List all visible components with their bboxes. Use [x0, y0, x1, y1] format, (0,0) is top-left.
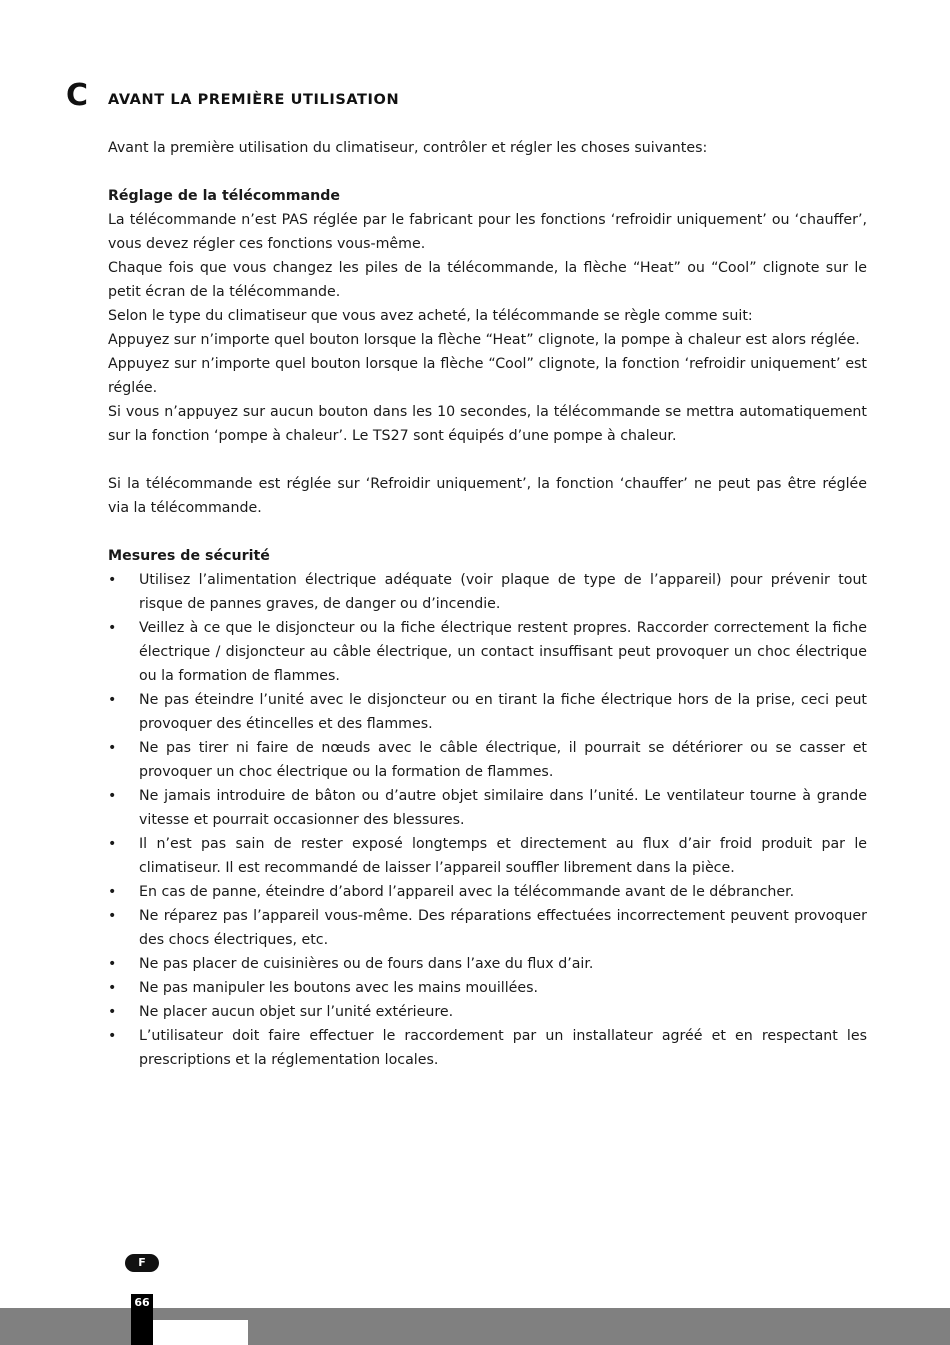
remote-paragraph: Si vous n’appuyez sur aucun bouton dans les 10 secondes, la télécommande se mettra automatiquement sur la fonction ‘pompe à chaleur’. Le TS27 sont équipés d’une pompe à chaleur.	[108, 404, 867, 444]
bullet-icon: •	[108, 788, 117, 804]
footer-strip	[153, 1320, 248, 1345]
list-item-text: Ne pas éteindre l’unité avec le disjoncteur ou en tirant la fiche électrique hors de la prise, ceci peut provoquer des étincelles et des flammes.	[139, 692, 867, 732]
remote-paragraph: Selon le type du climatiseur que vous avez acheté, la télécommande se règle comme suit:	[108, 308, 753, 324]
language-badge: F	[125, 1254, 159, 1272]
intro-paragraph: Avant la première utilisation du climatiseur, contrôler et régler les choses suivantes:	[108, 140, 708, 156]
bullet-icon: •	[108, 620, 117, 636]
list-item	[108, 880, 867, 904]
remote-paragraph: Appuyez sur n’importe quel bouton lorsque la flèche “Cool” clignote, la fonction ‘refroidir uniquement’ est réglée.	[108, 356, 867, 396]
bullet-icon: •	[108, 1004, 117, 1020]
list-item-text: Ne pas tirer ni faire de nœuds avec le câble électrique, il pourrait se détériorer ou se casser et provoquer un choc électrique ou la formation de flammes.	[139, 740, 867, 780]
bullet-icon: •	[108, 572, 117, 588]
list-item	[108, 688, 867, 736]
list-item-text: L’utilisateur doit faire effectuer le raccordement par un installateur agréé et en respectant les prescriptions et la réglementation locales.	[139, 1028, 867, 1068]
bullet-icon: •	[108, 980, 117, 996]
page-number: 66	[134, 1296, 150, 1309]
list-item	[108, 976, 867, 1000]
list-item	[108, 616, 867, 688]
remote-heading: Réglage de la télécommande	[108, 188, 341, 204]
safety-heading: Mesures de sécurité	[108, 548, 270, 564]
list-item	[108, 904, 867, 952]
page-content	[108, 136, 867, 1072]
bullet-icon: •	[108, 740, 117, 756]
section-title: AVANT LA PREMIÈRE UTILISATION	[108, 92, 400, 108]
spacer	[108, 520, 867, 544]
bullet-icon: •	[108, 956, 117, 972]
list-item	[108, 952, 867, 976]
list-item	[108, 736, 867, 784]
safety-list	[108, 568, 867, 1072]
section-letter: C	[66, 78, 89, 113]
remote-note: Si la télécommande est réglée sur ‘Refroidir uniquement’, la fonction ‘chauffer’ ne peut pas être réglée via la télécommande.	[108, 476, 867, 516]
remote-paragraph: La télécommande n’est PAS réglée par le fabricant pour les fonctions ‘refroidir uniquement’ ou ‘chauffer’, vous devez régler ces fonctions vous-même.	[108, 212, 867, 252]
remote-paragraph: Chaque fois que vous changez les piles de la télécommande, la flèche “Heat” ou “Cool” clignote sur le petit écran de la télécommande.	[108, 260, 867, 300]
list-item	[108, 1000, 867, 1024]
list-item-text: Utilisez l’alimentation électrique adéquate (voir plaque de type de l’appareil) pour prévenir tout risque de pannes graves, de danger ou d’incendie.	[139, 572, 867, 612]
list-item-text: Ne pas manipuler les boutons avec les mains mouillées.	[139, 980, 539, 996]
bullet-icon: •	[108, 836, 117, 852]
list-item	[108, 784, 867, 832]
spacer	[108, 448, 867, 472]
list-item-text: Ne réparez pas l’appareil vous-même. Des réparations effectuées incorrectement peuvent provoquer des chocs électriques, etc.	[139, 908, 867, 948]
bullet-icon: •	[108, 908, 117, 924]
list-item-text: Ne pas placer de cuisinières ou de fours dans l’axe du flux d’air.	[139, 956, 594, 972]
bullet-icon: •	[108, 884, 117, 900]
list-item	[108, 832, 867, 880]
list-item-text: Veillez à ce que le disjoncteur ou la fiche électrique restent propres. Raccorder correctement la fiche électrique / disjoncteur au câble électrique, un contact insuffisant peut provoquer un choc électrique ou la formation de flammes.	[139, 620, 867, 684]
bullet-icon: •	[108, 1028, 117, 1044]
list-item-text: En cas de panne, éteindre d’abord l’appareil avec la télécommande avant de le débrancher.	[139, 884, 795, 900]
list-item-text: Ne jamais introduire de bâton ou d’autre objet similaire dans l’unité. Le ventilateur tourne à grande vitesse et pourrait occasionner des blessures.	[139, 788, 867, 828]
spacer	[108, 160, 867, 184]
list-item	[108, 568, 867, 616]
bullet-icon: •	[108, 692, 117, 708]
remote-paragraph: Appuyez sur n’importe quel bouton lorsque la flèche “Heat” clignote, la pompe à chaleur est alors réglée.	[108, 332, 860, 348]
list-item-text: Ne placer aucun objet sur l’unité extérieure.	[139, 1004, 454, 1020]
list-item-text: Il n’est pas sain de rester exposé longtemps et directement au flux d’air froid produit par le climatiseur. Il est recommandé de laisser l’appareil souffler librement dans la pièce.	[139, 836, 867, 876]
list-item	[108, 1024, 867, 1072]
